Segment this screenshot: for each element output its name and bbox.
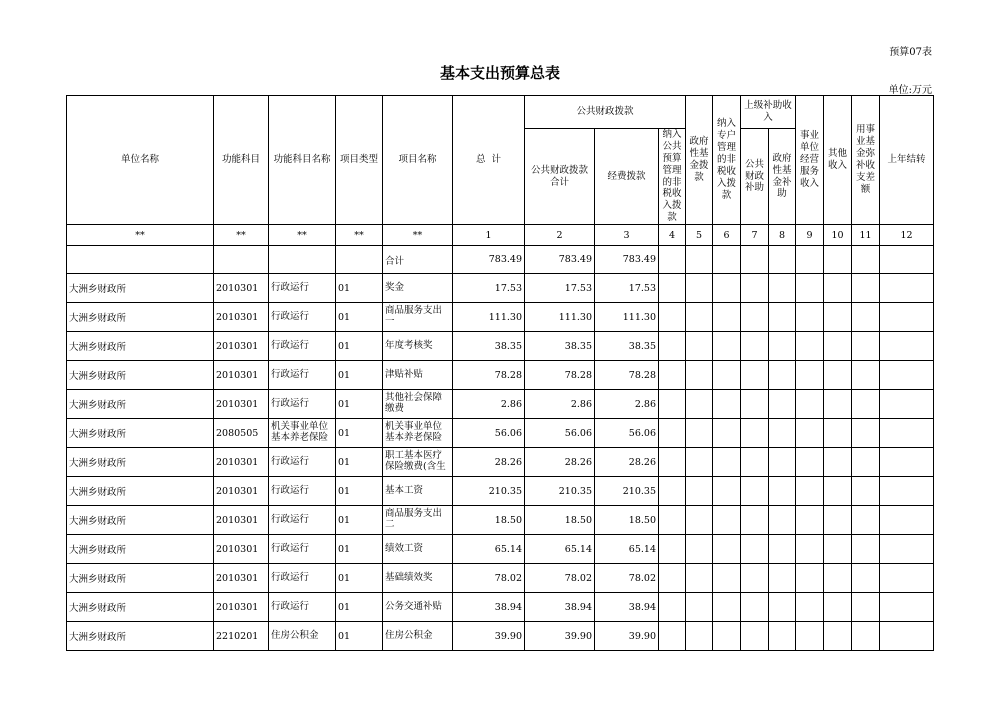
index-cell: 5 [686, 225, 713, 246]
row-total: 17.53 [453, 274, 525, 303]
table-row [67, 448, 934, 477]
empty-cell [686, 246, 713, 274]
empty-cell [796, 564, 824, 593]
empty-cell [769, 246, 796, 274]
empty-cell [659, 622, 686, 651]
col-nontax-budget: 纳入公共预算管理的非税收入拨款 [659, 129, 686, 225]
empty-cell [824, 564, 852, 593]
row-total: 2.86 [453, 390, 525, 419]
row-func-code: 2010301 [214, 274, 269, 303]
col-func-code: 功能科目 [214, 96, 269, 225]
row-proj-type: 01 [336, 303, 383, 332]
empty-cell [796, 361, 824, 390]
empty-cell [713, 535, 741, 564]
index-cell: ** [336, 225, 383, 246]
empty-cell [852, 506, 880, 535]
empty-cell [713, 303, 741, 332]
row-func-code: 2010301 [214, 477, 269, 506]
row-total: 18.50 [453, 506, 525, 535]
row-func-code: 2010301 [214, 593, 269, 622]
summary-label: 合计 [383, 246, 453, 274]
row-unit-name: 大洲乡财政所 [67, 622, 214, 651]
empty-cell [796, 303, 824, 332]
empty-cell [824, 477, 852, 506]
empty-cell [880, 390, 934, 419]
summary-row [67, 246, 934, 274]
empty-cell [713, 390, 741, 419]
empty-cell [713, 477, 741, 506]
table-header [67, 96, 934, 225]
empty-cell [686, 506, 713, 535]
row-proj-name: 津贴补贴 [383, 361, 453, 390]
row-proj-type: 01 [336, 535, 383, 564]
empty-cell [659, 390, 686, 419]
empty-cell [769, 419, 796, 448]
empty-cell [659, 477, 686, 506]
row-total: 56.06 [453, 419, 525, 448]
empty-cell [852, 303, 880, 332]
row-unit-name: 大洲乡财政所 [67, 332, 214, 361]
row-func-name: 行政运行 [269, 274, 336, 303]
empty-cell [796, 622, 824, 651]
row-public-total: 17.53 [525, 274, 595, 303]
empty-cell [686, 448, 713, 477]
empty-cell [769, 303, 796, 332]
row-funding: 56.06 [595, 419, 659, 448]
empty-cell [880, 246, 934, 274]
row-func-name: 行政运行 [269, 361, 336, 390]
row-total: 38.94 [453, 593, 525, 622]
empty-cell [880, 303, 934, 332]
index-cell: 4 [659, 225, 686, 246]
empty-cell [713, 564, 741, 593]
summary-funding: 783.49 [595, 246, 659, 274]
summary-total: 783.49 [453, 246, 525, 274]
empty-cell [796, 535, 824, 564]
empty-cell [713, 246, 741, 274]
budget-table [66, 95, 934, 651]
empty-cell [880, 535, 934, 564]
index-cell: 3 [595, 225, 659, 246]
empty-cell [880, 274, 934, 303]
col-proj-name: 项目名称 [383, 96, 453, 225]
row-proj-type: 01 [336, 506, 383, 535]
empty-cell [741, 274, 769, 303]
table-row [67, 535, 934, 564]
row-proj-name: 商品服务支出一 [383, 303, 453, 332]
empty-cell [713, 274, 741, 303]
empty-cell [824, 246, 852, 274]
empty-cell [880, 361, 934, 390]
empty-cell [824, 303, 852, 332]
row-func-name: 行政运行 [269, 390, 336, 419]
empty-cell [824, 593, 852, 622]
empty-cell [796, 419, 824, 448]
empty-cell [796, 274, 824, 303]
row-unit-name: 大洲乡财政所 [67, 390, 214, 419]
index-cell: 9 [796, 225, 824, 246]
empty-cell [741, 246, 769, 274]
empty-cell [880, 448, 934, 477]
row-total: 65.14 [453, 535, 525, 564]
row-public-total: 56.06 [525, 419, 595, 448]
row-public-total: 111.30 [525, 303, 595, 332]
empty-cell [741, 593, 769, 622]
empty-cell [659, 564, 686, 593]
empty-cell [686, 564, 713, 593]
empty-cell [824, 448, 852, 477]
row-func-code: 2010301 [214, 332, 269, 361]
empty-cell [741, 477, 769, 506]
row-func-name: 行政运行 [269, 303, 336, 332]
index-row [67, 225, 934, 246]
empty-cell [741, 448, 769, 477]
row-total: 39.90 [453, 622, 525, 651]
row-funding: 28.26 [595, 448, 659, 477]
empty-cell [741, 361, 769, 390]
index-cell: 10 [824, 225, 852, 246]
empty-cell [659, 246, 686, 274]
empty-cell [769, 332, 796, 361]
row-funding: 38.94 [595, 593, 659, 622]
empty-cell [741, 390, 769, 419]
empty-cell [713, 361, 741, 390]
row-func-name: 行政运行 [269, 535, 336, 564]
row-public-total: 38.35 [525, 332, 595, 361]
table-row [67, 564, 934, 593]
index-cell: ** [67, 225, 214, 246]
row-proj-name: 年度考核奖 [383, 332, 453, 361]
empty-cell [824, 622, 852, 651]
empty-cell [741, 506, 769, 535]
row-unit-name: 大洲乡财政所 [67, 361, 214, 390]
row-func-code: 2080505 [214, 419, 269, 448]
empty-cell [659, 361, 686, 390]
empty-cell [852, 622, 880, 651]
empty-cell [880, 477, 934, 506]
row-proj-name: 机关事业单位基本养老保险 [383, 419, 453, 448]
empty-cell [686, 361, 713, 390]
empty-cell [713, 622, 741, 651]
row-func-name: 行政运行 [269, 506, 336, 535]
empty-cell [686, 390, 713, 419]
row-func-code: 2010301 [214, 564, 269, 593]
col-other-income: 其他收入 [824, 96, 852, 225]
row-public-total: 18.50 [525, 506, 595, 535]
empty-cell [852, 361, 880, 390]
index-cell: 8 [769, 225, 796, 246]
row-proj-type: 01 [336, 361, 383, 390]
empty-cell [769, 448, 796, 477]
empty-cell [659, 274, 686, 303]
table-row [67, 332, 934, 361]
empty-cell [852, 564, 880, 593]
empty-cell [659, 506, 686, 535]
row-func-name: 行政运行 [269, 477, 336, 506]
empty-cell [852, 274, 880, 303]
row-proj-type: 01 [336, 477, 383, 506]
empty-cell [741, 564, 769, 593]
col-proj-type: 项目类型 [336, 96, 383, 225]
empty-cell [686, 622, 713, 651]
col-unit-name: 单位名称 [67, 96, 214, 225]
row-func-code: 2010301 [214, 448, 269, 477]
col-func-name: 功能科目名称 [269, 96, 336, 225]
empty-cell [852, 419, 880, 448]
empty-cell [713, 593, 741, 622]
index-cell: 6 [713, 225, 741, 246]
row-public-total: 78.02 [525, 564, 595, 593]
table-row [67, 506, 934, 535]
index-cell: ** [269, 225, 336, 246]
empty-cell [852, 448, 880, 477]
empty-cell [852, 332, 880, 361]
row-proj-type: 01 [336, 448, 383, 477]
table-row [67, 303, 934, 332]
row-proj-name: 基础绩效奖 [383, 564, 453, 593]
row-unit-name: 大洲乡财政所 [67, 303, 214, 332]
index-cell: 12 [880, 225, 934, 246]
col-business-income: 事业单位经营服务收入 [796, 96, 824, 225]
empty-cell [741, 303, 769, 332]
row-proj-type: 01 [336, 274, 383, 303]
row-unit-name: 大洲乡财政所 [67, 564, 214, 593]
empty-cell [686, 274, 713, 303]
row-proj-type: 01 [336, 593, 383, 622]
row-funding: 38.35 [595, 332, 659, 361]
col-fund-gap: 用事业基金弥补收支差额 [852, 96, 880, 225]
table-row [67, 419, 934, 448]
empty-cell [796, 448, 824, 477]
row-public-total: 38.94 [525, 593, 595, 622]
row-funding: 65.14 [595, 535, 659, 564]
empty-cell [659, 593, 686, 622]
row-public-total: 28.26 [525, 448, 595, 477]
col-sup-public: 公共财政补助 [741, 129, 769, 225]
row-funding: 111.30 [595, 303, 659, 332]
row-funding: 39.90 [595, 622, 659, 651]
table-row [67, 361, 934, 390]
empty-cell [741, 622, 769, 651]
empty-cell [686, 477, 713, 506]
empty-cell [824, 274, 852, 303]
unit-label: 单位:万元 [888, 85, 932, 96]
empty-cell [769, 390, 796, 419]
empty-cell [769, 535, 796, 564]
row-total: 210.35 [453, 477, 525, 506]
empty-cell [659, 303, 686, 332]
row-proj-type: 01 [336, 564, 383, 593]
table-body [67, 225, 934, 651]
empty-cell [713, 332, 741, 361]
row-proj-name: 职工基本医疗保险缴费(含生 [383, 448, 453, 477]
table-row [67, 390, 934, 419]
col-gov-fund: 政府性基金拨款 [686, 96, 713, 225]
row-func-name: 行政运行 [269, 564, 336, 593]
row-func-code: 2010301 [214, 506, 269, 535]
row-func-name: 行政运行 [269, 593, 336, 622]
row-proj-name: 公务交通补贴 [383, 593, 453, 622]
row-unit-name: 大洲乡财政所 [67, 535, 214, 564]
row-proj-type: 01 [336, 419, 383, 448]
empty-cell [880, 506, 934, 535]
empty-cell [659, 419, 686, 448]
col-public-total: 公共财政拨款合计 [525, 129, 595, 225]
empty-cell [741, 332, 769, 361]
index-cell: ** [383, 225, 453, 246]
row-funding: 18.50 [595, 506, 659, 535]
row-public-total: 39.90 [525, 622, 595, 651]
empty-cell [67, 246, 214, 274]
empty-cell [880, 332, 934, 361]
empty-cell [686, 593, 713, 622]
empty-cell [769, 506, 796, 535]
index-cell: 1 [453, 225, 525, 246]
row-func-code: 2010301 [214, 361, 269, 390]
table-row [67, 477, 934, 506]
empty-cell [769, 361, 796, 390]
empty-cell [824, 419, 852, 448]
row-func-code: 2010301 [214, 303, 269, 332]
col-superior-subsidy: 上级补助收入 [741, 96, 796, 129]
empty-cell [769, 593, 796, 622]
empty-cell [769, 274, 796, 303]
empty-cell [741, 535, 769, 564]
empty-cell [269, 246, 336, 274]
col-sup-gov-fund: 政府性基金补助 [769, 129, 796, 225]
empty-cell [796, 477, 824, 506]
empty-cell [769, 477, 796, 506]
row-func-name: 机关事业单位基本养老保险 [269, 419, 336, 448]
empty-cell [852, 390, 880, 419]
empty-cell [741, 419, 769, 448]
col-funding: 经费拨款 [595, 129, 659, 225]
empty-cell [336, 246, 383, 274]
empty-cell [796, 332, 824, 361]
row-func-code: 2010301 [214, 390, 269, 419]
row-unit-name: 大洲乡财政所 [67, 477, 214, 506]
empty-cell [824, 332, 852, 361]
row-proj-name: 基本工资 [383, 477, 453, 506]
empty-cell [852, 477, 880, 506]
index-cell: 11 [852, 225, 880, 246]
empty-cell [686, 419, 713, 448]
index-cell: ** [214, 225, 269, 246]
empty-cell [852, 535, 880, 564]
row-proj-name: 绩效工资 [383, 535, 453, 564]
empty-cell [880, 564, 934, 593]
empty-cell [214, 246, 269, 274]
row-func-name: 行政运行 [269, 448, 336, 477]
empty-cell [713, 419, 741, 448]
row-unit-name: 大洲乡财政所 [67, 448, 214, 477]
empty-cell [824, 535, 852, 564]
empty-cell [824, 506, 852, 535]
row-funding: 78.28 [595, 361, 659, 390]
row-func-code: 2210201 [214, 622, 269, 651]
row-total: 78.02 [453, 564, 525, 593]
empty-cell [713, 448, 741, 477]
col-nontax-special: 纳入专户管理的非税收入拨款 [713, 96, 741, 225]
empty-cell [686, 332, 713, 361]
empty-cell [796, 506, 824, 535]
empty-cell [769, 564, 796, 593]
empty-cell [659, 535, 686, 564]
empty-cell [713, 506, 741, 535]
empty-cell [824, 361, 852, 390]
empty-cell [796, 593, 824, 622]
page-title: 基本支出预算总表 [439, 64, 560, 82]
row-proj-type: 01 [336, 332, 383, 361]
row-proj-name: 其他社会保障缴费 [383, 390, 453, 419]
empty-cell [852, 246, 880, 274]
row-unit-name: 大洲乡财政所 [67, 593, 214, 622]
row-proj-name: 住房公积金 [383, 622, 453, 651]
index-cell: 7 [741, 225, 769, 246]
row-funding: 17.53 [595, 274, 659, 303]
row-proj-type: 01 [336, 390, 383, 419]
table-row [67, 593, 934, 622]
empty-cell [769, 622, 796, 651]
empty-cell [659, 332, 686, 361]
row-public-total: 2.86 [525, 390, 595, 419]
row-public-total: 65.14 [525, 535, 595, 564]
empty-cell [880, 419, 934, 448]
row-public-total: 78.28 [525, 361, 595, 390]
row-unit-name: 大洲乡财政所 [67, 274, 214, 303]
row-unit-name: 大洲乡财政所 [67, 419, 214, 448]
row-proj-name: 奖金 [383, 274, 453, 303]
row-unit-name: 大洲乡财政所 [67, 506, 214, 535]
empty-cell [880, 622, 934, 651]
row-func-code: 2010301 [214, 535, 269, 564]
col-public-finance: 公共财政拨款 [525, 96, 686, 129]
empty-cell [880, 593, 934, 622]
row-funding: 78.02 [595, 564, 659, 593]
form-number: 预算07表 [889, 47, 932, 58]
summary-public-total: 783.49 [525, 246, 595, 274]
empty-cell [852, 593, 880, 622]
row-public-total: 210.35 [525, 477, 595, 506]
row-funding: 2.86 [595, 390, 659, 419]
empty-cell [796, 246, 824, 274]
index-cell: 2 [525, 225, 595, 246]
col-carryover: 上年结转 [880, 96, 934, 225]
row-total: 78.28 [453, 361, 525, 390]
empty-cell [686, 535, 713, 564]
col-total: 总 计 [453, 96, 525, 225]
empty-cell [686, 303, 713, 332]
table-row [67, 622, 934, 651]
row-proj-name: 商品服务支出二 [383, 506, 453, 535]
row-total: 38.35 [453, 332, 525, 361]
row-total: 111.30 [453, 303, 525, 332]
empty-cell [824, 390, 852, 419]
table-row [67, 274, 934, 303]
empty-cell [796, 390, 824, 419]
row-func-name: 住房公积金 [269, 622, 336, 651]
row-proj-type: 01 [336, 622, 383, 651]
row-total: 28.26 [453, 448, 525, 477]
row-func-name: 行政运行 [269, 332, 336, 361]
row-funding: 210.35 [595, 477, 659, 506]
empty-cell [659, 448, 686, 477]
